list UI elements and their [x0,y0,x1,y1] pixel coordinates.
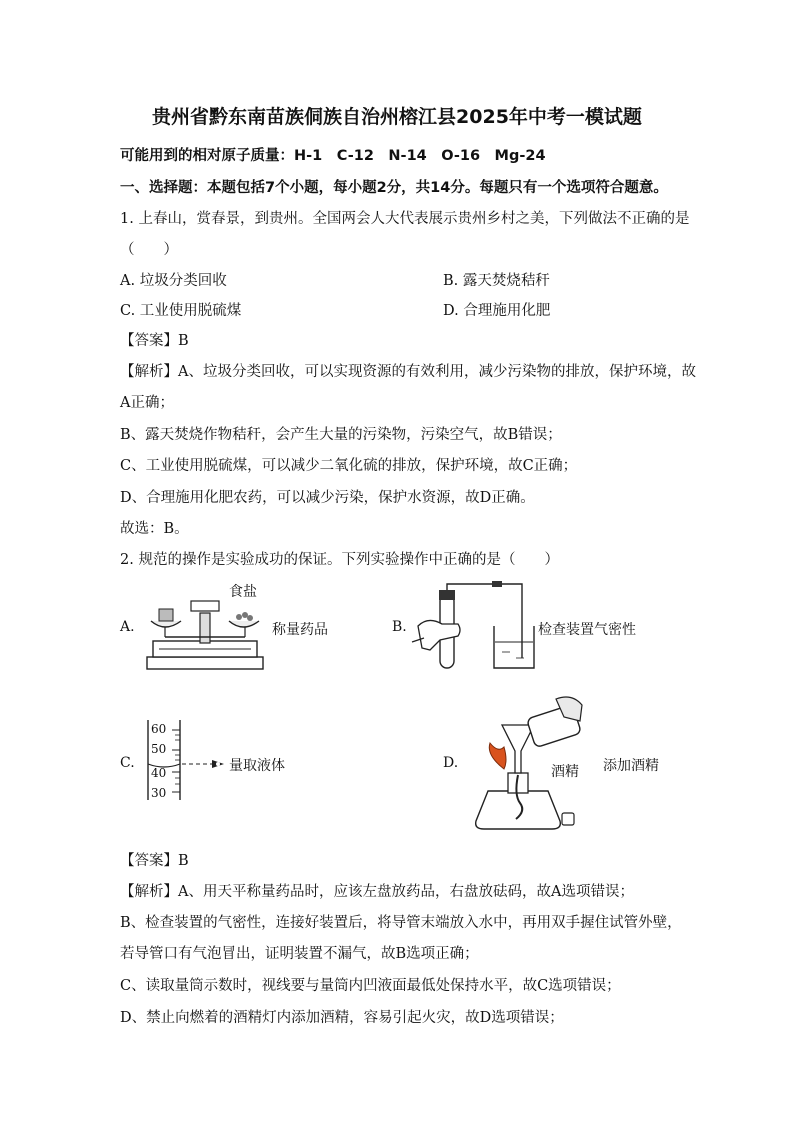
q1-analysis-line: 【解析】A、垃圾分类回收，可以实现资源的有效利用，减少污染物的排放，保护环境，故 [120,364,696,380]
q2-analysis-line: 【解析】A、用天平称量药品时，应该左盘放药品，右盘放砝码，故A选项错误； [120,884,634,900]
q1-stem: 1. 上春山，赏春景，到贵州。全国两会人大代表展示贵州乡村之美，下列做法不正确的是 [120,211,690,227]
q1-analysis-line: 故选：B。 [120,521,189,537]
q1-analysis-line: B、露天焚烧作物秸秆，会产生大量的污染物，污染空气，故B错误； [120,427,562,443]
q1-option-c: C. 工业使用脱硫煤 [120,303,242,319]
q2-option-a-letter: A. [120,619,135,635]
cylinder-tick-label: 60 [151,722,167,736]
q2-option-b-letter: B. [392,619,407,635]
q2-analysis-line: D、禁止向燃着的酒精灯内添加酒精，容易引起火灾，故D选项错误； [120,1010,564,1026]
q1-option-b: B. 露天焚烧秸秆 [443,273,550,289]
q1-option-d: D. 合理施用化肥 [443,303,551,319]
airtightness-figure [410,580,535,672]
q1-answer: 【答案】B [120,333,189,349]
q2-option-a-caption: 称量药品 [272,622,328,638]
q2-option-d-letter: D. [443,755,459,771]
balance-figure [145,593,265,671]
atomic-mass-line: 可能用到的相对原子质量：H-1 C-12 N-14 O-16 Mg-24 [120,148,546,164]
q2-option-c-caption: 量取液体 [229,758,285,774]
q1-stem-bracket: （ ） [120,242,178,258]
salt-label: 食盐 [229,584,257,600]
section-header: 一、选择题：本题包括7个小题，每小题2分，共14分。每题只有一个选项符合题意。 [120,180,668,196]
cylinder-tick-label: 40 [151,766,167,780]
q1-analysis-line: D、合理施用化肥农药，可以减少污染，保护水资源，故D正确。 [120,490,535,506]
q1-analysis-line: A正确； [120,395,174,411]
q1-option-a: A. 垃圾分类回收 [120,273,227,289]
q1-analysis-line: C、工业使用脱硫煤，可以减少二氧化硫的排放，保护环境，故C正确； [120,458,578,474]
q2-stem: 2. 规范的操作是实验成功的保证。下列实验操作中正确的是（ ） [120,552,559,568]
alcohol-label: 酒精 [551,764,579,780]
cylinder-tick-label: 30 [151,786,167,800]
alcohol-lamp-figure [468,695,593,835]
q2-answer: 【答案】B [120,853,189,869]
q2-option-c-letter: C. [120,755,135,771]
q2-option-b-caption: 检查装置气密性 [538,622,636,638]
cylinder-tick-label: 50 [151,742,167,756]
graduated-cylinder-figure [146,718,232,804]
page-title: 贵州省黔东南苗族侗族自治州榕江县2025年中考一模试题 [152,106,642,128]
q2-analysis-line: C、读取量筒示数时，视线要与量筒内凹液面最低处保持水平，故C选项错误； [120,978,621,994]
q2-analysis-line: B、检查装置的气密性，连接好装置后，将导管末端放入水中，再用双手握住试管外壁， [120,915,682,931]
q2-option-d-caption: 添加酒精 [603,758,659,774]
q2-analysis-line: 若导管口有气泡冒出，证明装置不漏气，故B选项正确； [120,946,479,962]
